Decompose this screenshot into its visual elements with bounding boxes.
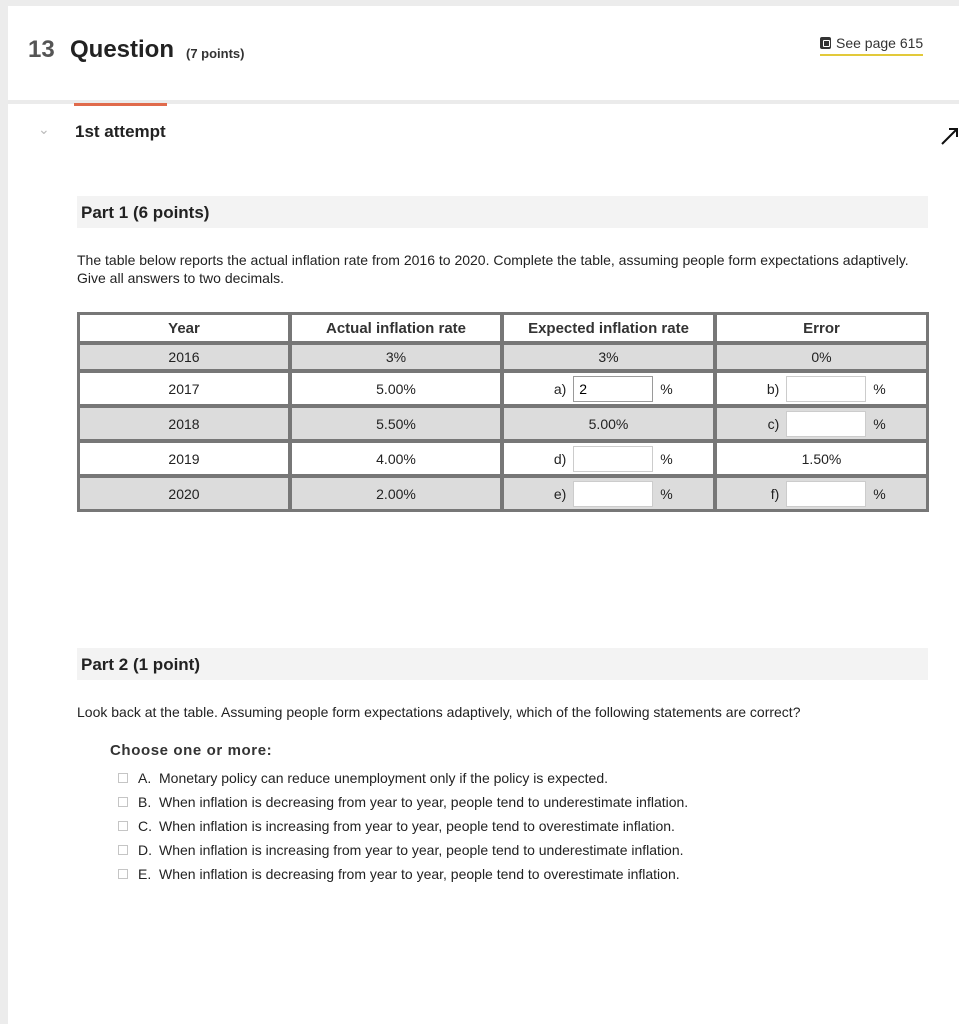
option-letter: B. bbox=[138, 794, 152, 810]
unit-percent: % bbox=[660, 380, 673, 397]
expand-arrow-icon[interactable] bbox=[940, 126, 959, 146]
unit-percent: % bbox=[660, 450, 673, 467]
answer-input-a[interactable] bbox=[573, 376, 653, 402]
answer-input-d[interactable] bbox=[573, 446, 653, 472]
answer-label-b: b) bbox=[766, 380, 780, 397]
table-row bbox=[78, 441, 928, 476]
answer-label-f: f) bbox=[770, 485, 780, 502]
option-e[interactable] bbox=[118, 862, 688, 886]
answer-input-b[interactable] bbox=[786, 376, 866, 402]
cell-error bbox=[715, 476, 928, 511]
part1-heading: Part 1 (6 points) bbox=[77, 196, 928, 228]
option-letter: E. bbox=[138, 866, 152, 882]
cell-expected: 5.00% bbox=[502, 406, 715, 441]
attempt-toggle[interactable] bbox=[8, 118, 959, 148]
inflation-table bbox=[77, 312, 929, 512]
checkbox[interactable] bbox=[118, 797, 128, 807]
chevron-down-icon: ⌄ bbox=[38, 121, 50, 137]
unit-percent: % bbox=[660, 485, 673, 502]
unit-percent: % bbox=[873, 485, 886, 502]
option-c[interactable] bbox=[118, 814, 688, 838]
option-letter: A. bbox=[138, 770, 152, 786]
col-header-expected: Expected inflation rate bbox=[502, 313, 715, 343]
option-letter: C. bbox=[138, 818, 152, 834]
cell-expected bbox=[502, 371, 715, 406]
cell-expected: 3% bbox=[502, 343, 715, 371]
col-header-actual: Actual inflation rate bbox=[290, 313, 502, 343]
question-title: Question bbox=[70, 36, 175, 63]
cell-actual: 5.50% bbox=[290, 406, 502, 441]
part2-question: Look back at the table. Assuming people form expectations adaptively, which of the following statements are correct? bbox=[77, 704, 801, 720]
answer-input-c[interactable] bbox=[786, 411, 866, 437]
question-header bbox=[8, 6, 959, 104]
table-row bbox=[78, 371, 928, 406]
cell-year: 2020 bbox=[78, 476, 290, 511]
cell-expected bbox=[502, 476, 715, 511]
option-letter: D. bbox=[138, 842, 152, 858]
table-row bbox=[78, 476, 928, 511]
option-text: When inflation is decreasing from year to year, people tend to overestimate inflation. bbox=[159, 866, 680, 882]
option-b[interactable] bbox=[118, 790, 688, 814]
cell-year: 2019 bbox=[78, 441, 290, 476]
cell-expected bbox=[502, 441, 715, 476]
part2-heading: Part 2 (1 point) bbox=[77, 648, 928, 680]
table-header-row bbox=[78, 313, 928, 343]
part1-instructions: The table below reports the actual inflation rate from 2016 to 2020. Complete the table, assuming people form expectations adaptively. Give all answers to two decimals. bbox=[77, 252, 909, 286]
ebook-icon bbox=[820, 37, 831, 49]
cell-error bbox=[715, 406, 928, 441]
cell-actual: 2.00% bbox=[290, 476, 502, 511]
checkbox[interactable] bbox=[118, 821, 128, 831]
cell-actual: 3% bbox=[290, 343, 502, 371]
cell-year: 2016 bbox=[78, 343, 290, 371]
answer-options bbox=[118, 766, 688, 886]
cell-year: 2017 bbox=[78, 371, 290, 406]
attempt-label: 1st attempt bbox=[75, 122, 166, 141]
col-header-year: Year bbox=[78, 313, 290, 343]
unit-percent: % bbox=[873, 380, 886, 397]
table-row bbox=[78, 406, 928, 441]
checkbox[interactable] bbox=[118, 773, 128, 783]
option-text: When inflation is increasing from year to year, people tend to overestimate inflation. bbox=[159, 818, 675, 834]
answer-input-e[interactable] bbox=[573, 481, 653, 507]
see-page-link[interactable] bbox=[820, 35, 923, 56]
cell-error: 1.50% bbox=[715, 441, 928, 476]
question-points: (7 points) bbox=[186, 46, 245, 61]
checkbox[interactable] bbox=[118, 845, 128, 855]
cell-error: 0% bbox=[715, 343, 928, 371]
table-row bbox=[78, 343, 928, 371]
answer-label-d: d) bbox=[553, 450, 567, 467]
option-a[interactable] bbox=[118, 766, 688, 790]
see-page-label: See page 615 bbox=[836, 35, 924, 51]
active-tab-indicator bbox=[74, 103, 167, 106]
choose-label: Choose one or more: bbox=[110, 742, 273, 759]
cell-year: 2018 bbox=[78, 406, 290, 441]
cell-actual: 4.00% bbox=[290, 441, 502, 476]
answer-label-e: e) bbox=[553, 485, 567, 502]
answer-label-a: a) bbox=[553, 380, 567, 397]
answer-input-f[interactable] bbox=[786, 481, 866, 507]
question-panel bbox=[8, 6, 959, 1024]
unit-percent: % bbox=[873, 415, 886, 432]
option-text: Monetary policy can reduce unemployment only if the policy is expected. bbox=[159, 770, 609, 786]
option-d[interactable] bbox=[118, 838, 688, 862]
cell-error bbox=[715, 371, 928, 406]
option-text: When inflation is decreasing from year to year, people tend to underestimate inflation. bbox=[159, 794, 689, 810]
answer-label-c: c) bbox=[767, 415, 780, 432]
option-text: When inflation is increasing from year to year, people tend to underestimate inflation. bbox=[159, 842, 684, 858]
cell-actual: 5.00% bbox=[290, 371, 502, 406]
question-number: 13 bbox=[28, 36, 55, 63]
col-header-error: Error bbox=[715, 313, 928, 343]
checkbox[interactable] bbox=[118, 869, 128, 879]
